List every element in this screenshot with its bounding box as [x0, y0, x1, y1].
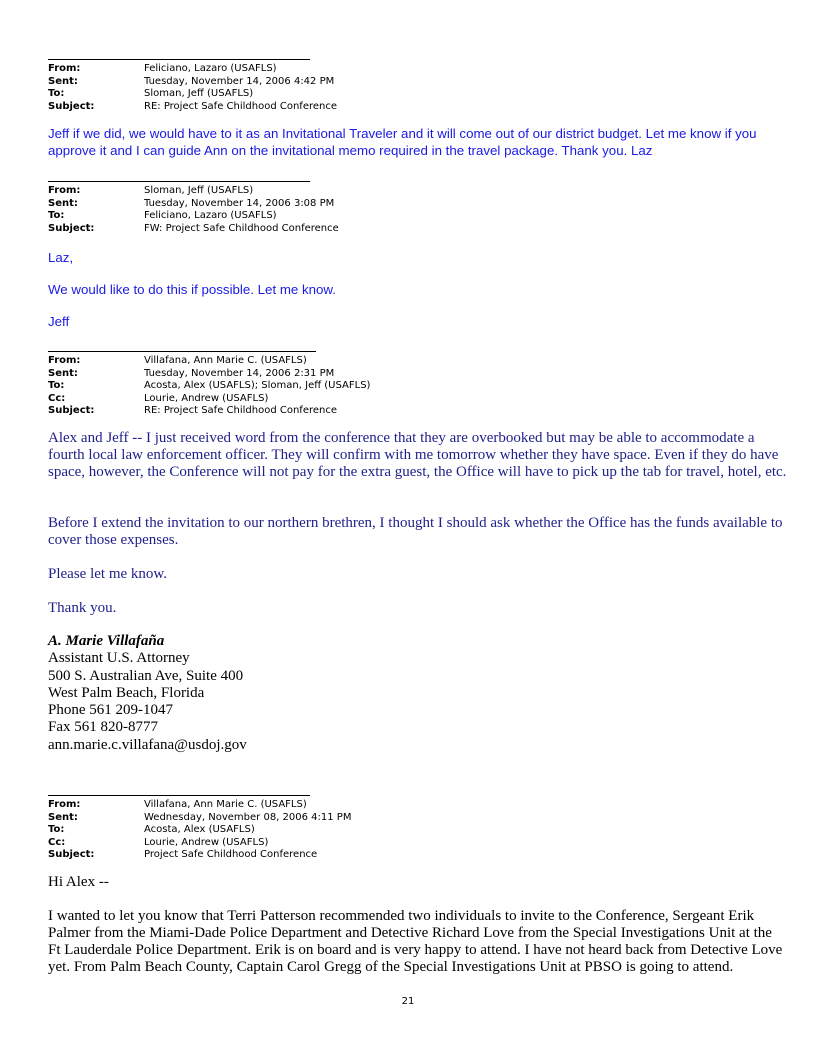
from-value: Sloman, Jeff (USAFLS): [144, 185, 254, 196]
body-paragraph: Before I extend the invitation to our northern brethren, I thought I should ask whether the Office has the funds available to cover those expenses.: [48, 515, 783, 548]
to-value: Sloman, Jeff (USAFLS): [144, 88, 254, 99]
subject-label: Subject:: [48, 849, 95, 860]
cc-label: Cc:: [48, 392, 66, 404]
from-label: From:: [48, 185, 81, 196]
sent-value: Tuesday, November 14, 2006 4:42 PM: [144, 75, 335, 87]
from-value: Villafana, Ann Marie C. (USAFLS): [144, 799, 307, 810]
subject-value: FW: Project Safe Childhood Conference: [144, 222, 339, 234]
email-body: [48, 600, 788, 617]
cc-label: Cc:: [48, 836, 66, 848]
from-value: Villafana, Ann Marie C. (USAFLS): [144, 355, 307, 366]
header-divider: [48, 59, 310, 60]
signature-address-line: West Palm Beach, Florida: [48, 684, 205, 701]
to-label: To:: [48, 380, 65, 391]
signature-name: A. Marie Villafaña: [48, 633, 165, 649]
sent-label: Sent:: [48, 197, 78, 209]
body-paragraph: I wanted to let you know that Terri Patterson recommended two individuals to invite to the Conference, Sergeant Erik Palmer from the Miami-Dade Police Department and Detective Richard Love from the Special Investigations Unit at the Ft Lauderdale Police Department. Erik is on board and is very happy to attend. I have not heard back from Detective Love yet. From Palm Beach County, Captain Carol Gregg of the Special Investigations Unit at PBSO is going to attend.: [48, 908, 783, 975]
subject-label: Subject:: [48, 405, 95, 416]
to-label: To:: [48, 88, 65, 99]
to-value: Acosta, Alex (USAFLS); Sloman, Jeff (USAFLS): [144, 380, 371, 391]
body-paragraph: Please let me know.: [48, 566, 167, 582]
email-body: [48, 566, 788, 583]
header-divider: [48, 351, 316, 352]
email-body: [48, 908, 783, 976]
to-label: To:: [48, 210, 65, 221]
from-label: From:: [48, 799, 81, 810]
body-paragraph: Alex and Jeff -- I just received word from the conference that they are overbooked but may be able to accommodate a fourth local law enforcement officer. They will confirm with me tomorrow whether they have space. Even if they do have space, however, the Conference will not pay for the extra guest, the Office will have to pick up the tab for travel, hotel, etc.: [48, 430, 787, 480]
body-paragraph: Jeff if we did, we would have to it as an Invitational Traveler and it will come out of our district budget. Let me know if you approve it and I can guide Ann on the invitational memo required in the travel package. Thank you. Laz: [48, 126, 757, 158]
email-body: [48, 249, 778, 266]
signature-fax: Fax 561 820-8777: [48, 719, 158, 736]
subject-value: RE: Project Safe Childhood Conference: [144, 100, 338, 112]
sent-label: Sent:: [48, 811, 78, 823]
from-label: From:: [48, 355, 81, 366]
body-paragraph: Laz,: [48, 250, 74, 265]
sent-value: Tuesday, November 14, 2006 3:08 PM: [144, 197, 335, 209]
signature-phone: Phone 561 209-1047: [48, 702, 173, 719]
email-body: [48, 515, 788, 549]
sent-value: Wednesday, November 08, 2006 4:11 PM: [144, 811, 352, 823]
sent-value: Tuesday, November 14, 2006 2:31 PM: [144, 367, 335, 379]
email-header: [48, 63, 337, 113]
signature-title: Assistant U.S. Attorney: [48, 650, 190, 667]
subject-value: Project Safe Childhood Conference: [144, 849, 318, 860]
from-value: Feliciano, Lazaro (USAFLS): [144, 63, 277, 74]
body-paragraph: Jeff: [48, 314, 70, 329]
cc-value: Lourie, Andrew (USAFLS): [144, 392, 269, 404]
cc-value: Lourie, Andrew (USAFLS): [144, 836, 269, 848]
email-body: [48, 430, 788, 481]
email-body: [48, 125, 778, 159]
sent-label: Sent:: [48, 75, 78, 87]
to-label: To:: [48, 824, 65, 835]
subject-label: Subject:: [48, 100, 95, 112]
header-divider: [48, 181, 310, 182]
signature-block: [48, 633, 247, 754]
page-number: 21: [401, 996, 415, 1007]
email-header: [48, 799, 351, 862]
to-value: Acosta, Alex (USAFLS): [144, 824, 255, 835]
signature-address-line: 500 S. Australian Ave, Suite 400: [48, 667, 244, 684]
header-divider: [48, 795, 310, 796]
sent-label: Sent:: [48, 367, 78, 379]
subject-value: RE: Project Safe Childhood Conference: [144, 405, 338, 416]
subject-label: Subject:: [48, 222, 95, 234]
email-header: [48, 185, 339, 235]
email-header: [48, 355, 370, 418]
from-label: From:: [48, 63, 81, 74]
email-body: [48, 281, 778, 298]
email-body: [48, 313, 778, 330]
body-paragraph: Thank you.: [48, 600, 117, 616]
signature-email: ann.marie.c.villafana@usdoj.gov: [48, 736, 247, 753]
to-value: Feliciano, Lazaro (USAFLS): [144, 210, 277, 221]
email-body: [48, 874, 783, 891]
body-paragraph: We would like to do this if possible. Let me know.: [48, 282, 336, 297]
body-paragraph: Hi Alex --: [48, 874, 109, 890]
